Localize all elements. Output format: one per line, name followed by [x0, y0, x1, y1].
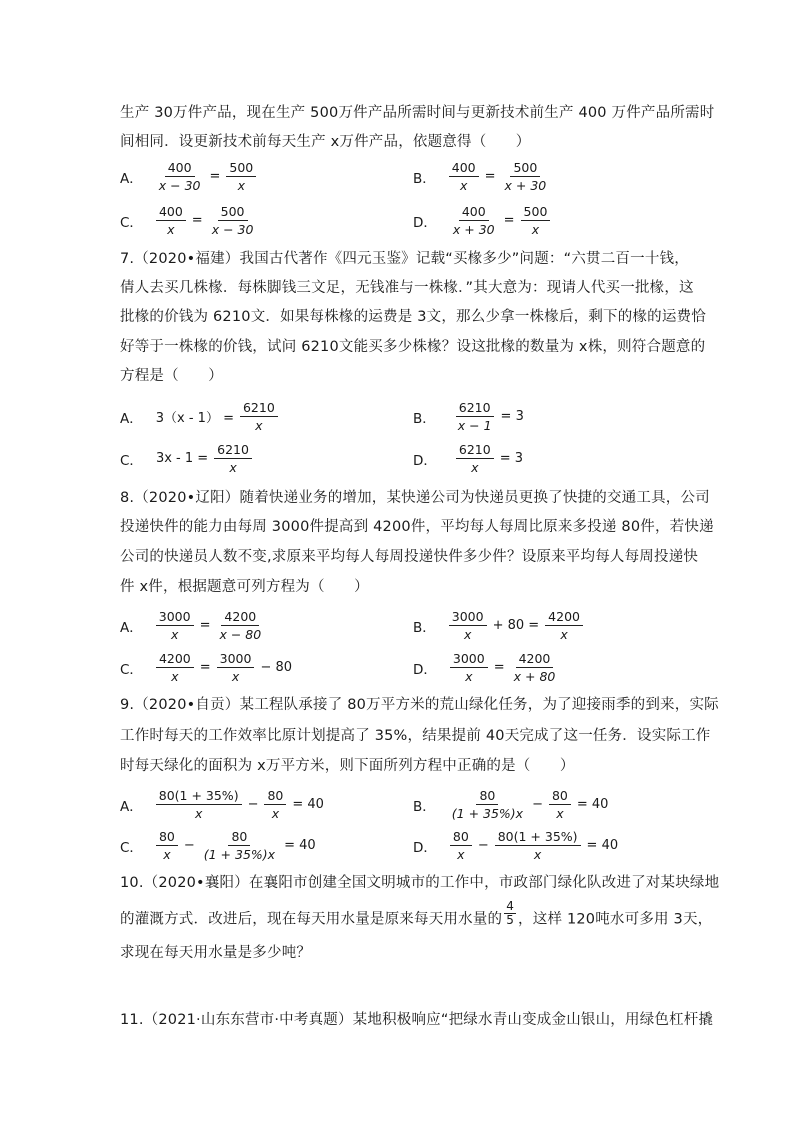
q8-d-left-fraction: $\frac{3000}{x}$: [450, 651, 488, 684]
q8-d-right-fraction: $\frac{4200}{x + 80}$: [513, 651, 556, 684]
q6-c-left-fraction: $\frac{400}{x}$: [156, 204, 186, 237]
q10-stem-line-2: 的灌溉方式．改进后，现在每天用水量是原来每天用水量的 $\frac{4}{5}$ ，这样 120吨水可多用 3天，: [120, 899, 713, 928]
q8-option-c[interactable]: C． $\frac{4200}{x}$ = $\frac{3000}{x}$ − 80: [120, 651, 293, 684]
q6-a-right-fraction: $\frac{500}{x}$: [226, 160, 256, 193]
q8-b-left-fraction: $\frac{3000}{x}$: [449, 609, 487, 642]
q9-c-right-fraction: $\frac{80}{(1 + 35\%)x}$: [203, 829, 276, 862]
q9-d-left-fraction: $\frac{80}{x}$: [450, 829, 472, 862]
q9-c-left-fraction: $\frac{80}{x}$: [156, 829, 178, 862]
q8-stem-line-3: 公司的快递员人数不变,求原来平均每人每周投递快件多少件？设原来平均每人每周投递快: [120, 549, 699, 565]
q7-option-b[interactable]: B． $\frac{6210}{x - 1}$ = 3: [413, 400, 524, 433]
q7-d-fraction: $\frac{6210}{x}$: [456, 442, 494, 475]
q7-stem-line-1: 7.（2020•福建）我国古代著作《四元玉鉴》记载“买椽多少”问题：“六贯二百一十钱，: [120, 251, 689, 267]
q8-a-left-fraction: $\frac{3000}{x}$: [156, 609, 194, 642]
q6-stem-line-2: 间相同．设更新技术前每天生产 x万件产品，依题意得（ ）: [120, 134, 531, 150]
q7-c-fraction: $\frac{6210}{x}$: [214, 442, 252, 475]
q8-option-d[interactable]: D． $\frac{3000}{x}$ = $\frac{4200}{x + 80}$: [413, 651, 567, 684]
q9-option-d[interactable]: D． $\frac{80}{x}$ − $\frac{80(1 + 35\%)}{x}$ = 40: [413, 829, 619, 862]
q8-option-b[interactable]: B． $\frac{3000}{x}$ + 80 = $\frac{4200}{x}$: [413, 609, 592, 642]
q8-stem-line-2: 投递快件的能力由每周 3000件提高到 4200件，平均每人每周比原来多投递 80件，若快递: [120, 519, 714, 535]
q6-c-right-fraction: $\frac{500}{x - 30}$: [211, 204, 254, 237]
q9-option-c[interactable]: C． $\frac{80}{x}$ − $\frac{80}{(1 + 35\%)x}$ = 40: [120, 829, 316, 862]
q7-stem-line-2: 倩人去买几株椽．每株脚钱三文足，无钱准与一株椽．”其大意为：现请人代买一批椽，这: [120, 280, 694, 296]
q9-b-right-fraction: $\frac{80}{x}$: [549, 788, 571, 821]
q7-stem-line-5: 方程是（ ）: [120, 368, 223, 384]
q11-stem-line-1: 11.（2021·山东东营市·中考真题）某地积极响应“把绿水青山变成金山银山，用绿色杠杆撬: [120, 1012, 714, 1028]
q6-b-right-fraction: $\frac{500}{x + 30}$: [504, 160, 547, 193]
q6-stem-line-1: 生产 30万件产品，现在生产 500万件产品所需时间与更新技术前生产 400 万件产品所需时: [120, 105, 715, 121]
q10-inline-fraction: $\frac{4}{5}$: [506, 899, 515, 927]
q7-option-c[interactable]: C． 3x - 1 = $\frac{6210}{x}$: [120, 442, 261, 475]
q6-d-left-fraction: $\frac{400}{x + 30}$: [452, 204, 495, 237]
q7-option-a[interactable]: A． 3（x - 1） = $\frac{6210}{x}$: [120, 400, 287, 433]
q8-c-left-fraction: $\frac{4200}{x}$: [156, 651, 194, 684]
q6-a-left-fraction: $\frac{400}{x - 30}$: [158, 160, 201, 193]
q7-stem-line-4: 好等于一株椽的价钱，试问 6210文能买多少株椽？设这批椽的数量为 x株，则符合题意的: [120, 339, 706, 355]
q6-b-left-fraction: $\frac{400}{x}$: [449, 160, 479, 193]
q9-option-a[interactable]: A． $\frac{80(1 + 35\%)}{x}$ − $\frac{80}{x}$ = 40: [120, 788, 324, 821]
q6-option-a[interactable]: A． $\frac{400}{x - 30}$ = $\frac{500}{x}$: [120, 160, 259, 193]
q9-d-right-fraction: $\frac{80(1 + 35\%)}{x}$: [495, 829, 581, 862]
q10-stem-line-1: 10.（2020•襄阳）在襄阳市创建全国文明城市的工作中，市政部门绿化队改进了对某块绿地: [120, 875, 720, 891]
q7-a-fraction: $\frac{6210}{x}$: [240, 400, 278, 433]
q8-stem-line-1: 8.（2020•辽阳）随着快递业务的增加，某快递公司为快递员更换了快捷的交通工具，公司: [120, 490, 710, 506]
q8-stem-line-4: 件 x件，根据题意可列方程为（ ）: [120, 579, 369, 595]
q9-stem-line-2: 工作时每天的工作效率比原计划提高了 35%，结果提前 40天完成了这一任务．设实际工作: [120, 728, 711, 744]
q7-stem-line-3: 批椽的价钱为 6210文．如果每株椽的运费是 3文，那么少拿一株椽后，剩下的椽的运费恰: [120, 309, 706, 325]
q9-stem-line-3: 时每天绿化的面积为 x万平方米，则下面所列方程中正确的是（ ）: [120, 758, 575, 774]
q6-option-c[interactable]: C． $\frac{400}{x}$ = $\frac{500}{x - 30}$: [120, 204, 259, 237]
q8-a-right-fraction: $\frac{4200}{x - 80}$: [219, 609, 262, 642]
q9-stem-line-1: 9.（2020•自贡）某工程队承接了 80万平方米的荒山绿化任务，为了迎接雨季的到来，实际: [120, 697, 719, 713]
q8-c-right-fraction: $\frac{3000}{x}$: [217, 651, 255, 684]
q9-b-left-fraction: $\frac{80}{(1 + 35\%)x}$: [451, 788, 524, 821]
q9-a-left-fraction: $\frac{80(1 + 35\%)}{x}$: [156, 788, 242, 821]
q9-a-right-fraction: $\frac{80}{x}$: [264, 788, 286, 821]
q8-b-right-fraction: $\frac{4200}{x}$: [545, 609, 583, 642]
q6-d-right-fraction: $\frac{500}{x}$: [521, 204, 551, 237]
q9-option-b[interactable]: B． $\frac{80}{(1 + 35\%)x}$ − $\frac{80}{x}$ = 40: [413, 788, 609, 821]
q10-stem-line-3: 求现在每天用水量是多少吨？: [120, 945, 312, 961]
q6-option-d[interactable]: D． $\frac{400}{x + 30}$ = $\frac{500}{x}$: [413, 204, 553, 237]
q6-option-b[interactable]: B． $\frac{400}{x}$ = $\frac{500}{x + 30}$: [413, 160, 552, 193]
q8-option-a[interactable]: A． $\frac{3000}{x}$ = $\frac{4200}{x - 80}$: [120, 609, 273, 642]
q7-b-fraction: $\frac{6210}{x - 1}$: [455, 400, 495, 433]
q7-option-d[interactable]: D． $\frac{6210}{x}$ = 3: [413, 442, 524, 475]
